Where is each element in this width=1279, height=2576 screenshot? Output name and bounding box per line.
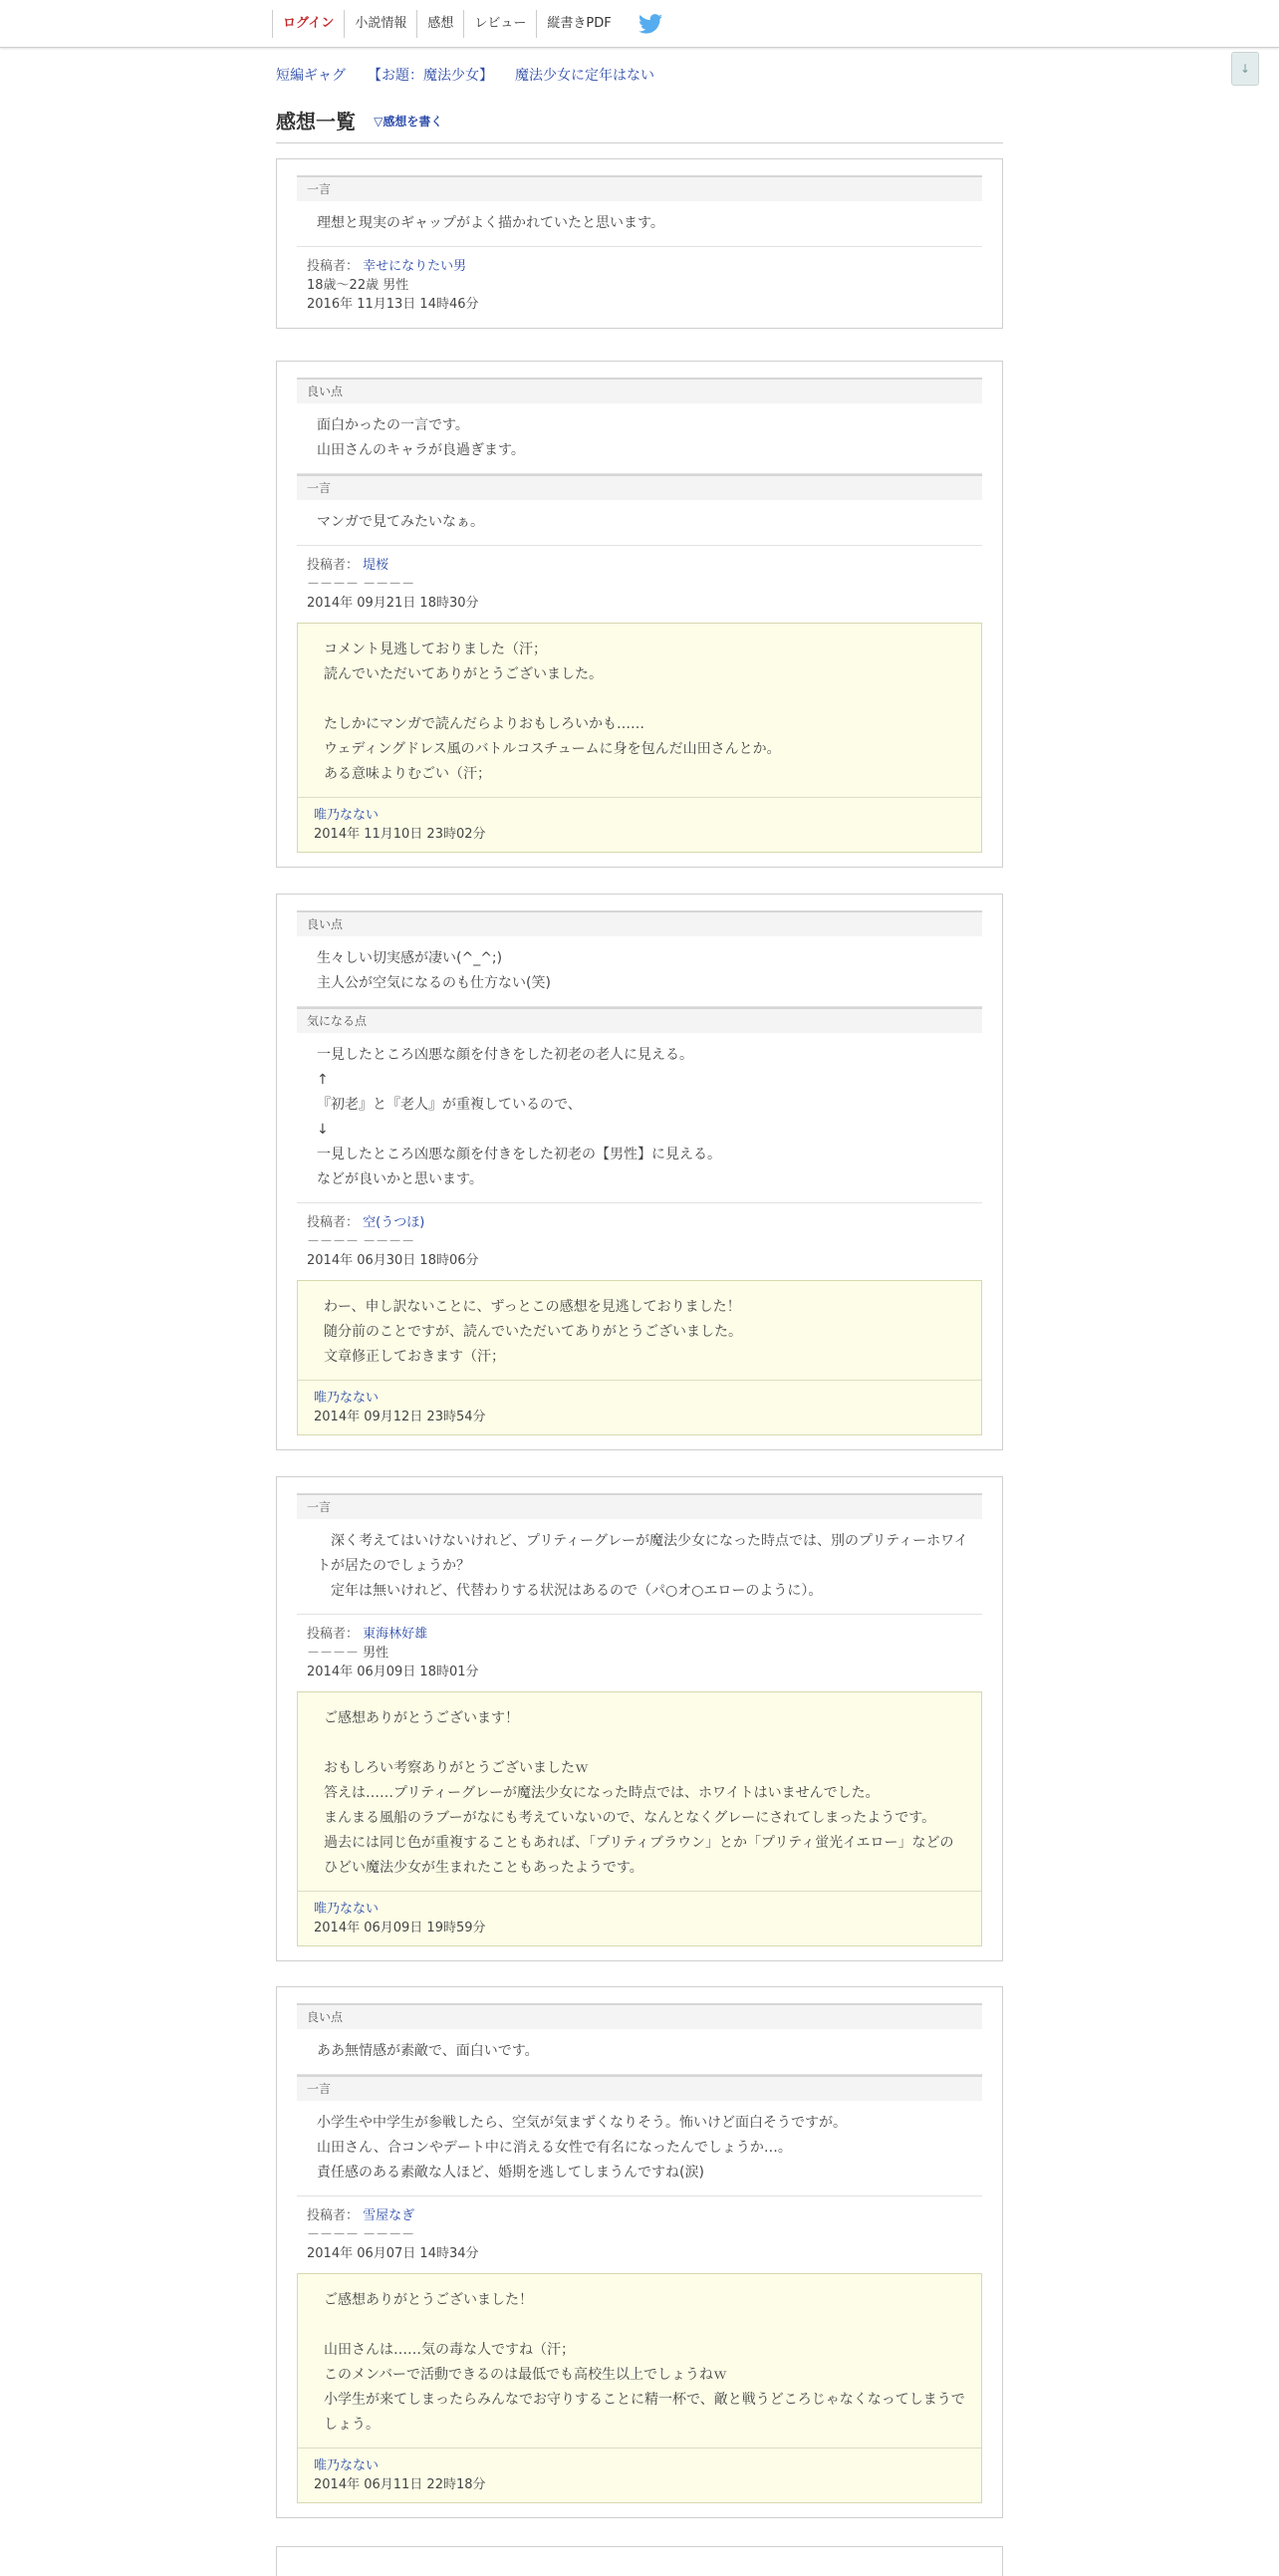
section-heading: 良い点 — [297, 2003, 982, 2029]
author-reply — [297, 1691, 982, 1946]
nav-novel-info[interactable]: 小説情報 — [344, 10, 416, 38]
post-date: 2016年 11月13日 14時46分 — [307, 297, 479, 312]
reply-meta — [298, 2448, 981, 2494]
section-body: 一見したところ凶悪な顔を付きをした初老の老人に見える。 ↑ 『初老』と『老人』が重複しているので、 ↓ 一見したところ凶悪な顔を付きをした初老の【男性】に見える。 などが良いかと思います。 — [297, 1033, 982, 1203]
breadcrumb-theme[interactable]: 【お題：魔法少女】 — [368, 68, 493, 84]
section-heading: 一言 — [297, 175, 982, 201]
review-card — [276, 361, 1003, 868]
reply-date: 2014年 06月09日 19時59分 — [314, 1921, 486, 1935]
poster-info — [297, 1615, 982, 1681]
section-body: ああ無情感が素敵で、面白いです。 — [297, 2029, 982, 2075]
breadcrumb — [276, 66, 654, 86]
poster-attributes: －－－－ －－－－ — [307, 2227, 415, 2242]
reply-date: 2014年 09月12日 23時54分 — [314, 1410, 486, 1424]
poster-info — [297, 1203, 982, 1270]
section-body: 小学生や中学生が参戦したら、空気が気まずくなりそう。怖いけど面白そうですが。 山田さん、合コンやデート中に消える女性で有名になったんでしょうか…。 責任感のある素敵な人ほど、婚期を逃してしまうんですね(涙) — [297, 2101, 982, 2196]
write-impression-link[interactable]: ▽感想を書く — [374, 115, 443, 129]
poster-attributes: －－－－ －－－－ — [307, 577, 415, 592]
page-header — [276, 108, 1003, 143]
review-card — [276, 894, 1003, 1450]
reply-meta — [298, 798, 981, 844]
top-nav — [272, 10, 622, 38]
section-heading: 良い点 — [297, 378, 982, 403]
section-body: 生々しい切実感が凄い(^_^;) 主人公が空気になるのも仕方ない(笑) — [297, 936, 982, 1007]
poster-info — [297, 247, 982, 314]
poster-name-link[interactable]: 幸せになりたい男 — [363, 259, 467, 274]
section-body: 面白かったの一言です。 山田さんのキャラが良過ぎます。 — [297, 403, 982, 474]
review-card — [276, 1476, 1003, 1961]
breadcrumb-genre[interactable]: 短編ギャグ — [276, 68, 346, 84]
nav-vertical-pdf[interactable]: 縦書きPDF — [536, 10, 621, 38]
poster-name-link[interactable]: 雪屋なぎ — [363, 2208, 415, 2223]
reply-body: コメント見逃しておりました（汗； 読んでいただいてありがとうございました。 たしかにマンガで読んだらよりおもしろいかも…… ウェディングドレス風のバトルコスチュームに身を包んだ山田さんとか。 ある意味よりむごい（汗； — [298, 638, 981, 798]
reply-author-link[interactable]: 唯乃なない — [314, 1902, 380, 1917]
poster-attributes: 18歳～22歳 男性 — [307, 278, 409, 293]
poster-label: 投稿者： — [307, 2208, 360, 2223]
author-reply — [297, 623, 982, 853]
reply-date: 2014年 06月11日 22時18分 — [314, 2477, 486, 2492]
poster-name-link[interactable]: 堤桜 — [363, 558, 389, 573]
nav-review[interactable]: レビュー — [463, 10, 536, 38]
review-card — [276, 1986, 1003, 2518]
section-heading: 気になる点 — [297, 1007, 982, 1033]
twitter-bird-icon[interactable] — [638, 14, 663, 34]
author-reply — [297, 1280, 982, 1435]
section-body: 理想と現実のギャップがよく描かれていたと思います。 — [297, 201, 982, 247]
poster-label: 投稿者： — [307, 259, 360, 274]
section-body: マンガで見てみたいなぁ。 — [297, 500, 982, 546]
poster-label: 投稿者： — [307, 558, 360, 573]
reply-author-link[interactable]: 唯乃なない — [314, 2458, 380, 2473]
author-reply — [297, 2273, 982, 2503]
poster-info — [297, 2196, 982, 2263]
reply-body: ご感想ありがとうございます！ おもしろい考察ありがとうございましたｗ 答えは……プリティーグレーが魔法少女になった時点では、ホワイトはいませんでした。 まんまる風船のラブーがなにも考えていないので、なんとなくグレーにされてしまったようです。 過去には同じ色が重複することもあれば、「プリティブラウン」とか「プリティ蛍光イエロー」などのひどい魔法少女が生まれたこともあったようです。 — [298, 1706, 981, 1892]
section-heading: 良い点 — [297, 910, 982, 936]
review-card — [276, 158, 1003, 329]
reply-date: 2014年 11月10日 23時02分 — [314, 827, 486, 842]
reply-meta — [298, 1892, 981, 1937]
post-date: 2014年 06月30日 18時06分 — [307, 1253, 479, 1268]
poster-attributes: －－－－ －－－－ — [307, 1234, 415, 1249]
scroll-down-tab[interactable]: ↓ — [1231, 52, 1259, 86]
poster-label: 投稿者： — [307, 1627, 360, 1642]
poster-name-link[interactable]: 東海林好雄 — [363, 1627, 428, 1642]
review-card-partial — [276, 2546, 1003, 2576]
nav-impressions[interactable]: 感想 — [416, 10, 463, 38]
poster-info — [297, 546, 982, 613]
reply-meta — [298, 1381, 981, 1426]
page-title: 感想一覧 — [276, 110, 356, 133]
top-bar — [0, 0, 1279, 48]
reply-body: ご感想ありがとうございました！ 山田さんは……気の毒な人ですね（汗； このメンバーで活動できるのは最低でも高校生以上でしょうねｗ 小学生が来てしまったらみんなでお守りすることに精一杯で、敵と戦うどころじゃなくなってしまうでしょう。 — [298, 2288, 981, 2448]
section-body: 深く考えてはいけないけれど、プリティーグレーが魔法少女になった時点では、別のプリティーホワイトが居たのでしょうか？ 定年は無いけれど、代替わりする状況はあるので（パ○オ○エローのように）。 — [297, 1519, 982, 1615]
section-heading: 一言 — [297, 474, 982, 500]
section-heading: 一言 — [297, 2075, 982, 2101]
breadcrumb-title[interactable]: 魔法少女に定年はない — [515, 68, 654, 84]
poster-attributes: －－－－ 男性 — [307, 1646, 389, 1661]
reply-body: わー、申し訳ないことに、ずっとこの感想を見逃しておりました！ 随分前のことですが、読んでいただいてありがとうございました。 文章修正しておきます（汗； — [298, 1295, 981, 1381]
reply-author-link[interactable]: 唯乃なない — [314, 1391, 380, 1406]
post-date: 2014年 06月09日 18時01分 — [307, 1665, 479, 1679]
post-date: 2014年 06月07日 14時34分 — [307, 2246, 479, 2261]
poster-label: 投稿者： — [307, 1215, 360, 1230]
section-heading: 一言 — [297, 1493, 982, 1519]
nav-login[interactable]: ログイン — [272, 10, 344, 38]
post-date: 2014年 09月21日 18時30分 — [307, 596, 479, 611]
poster-name-link[interactable]: 空(うつほ) — [363, 1215, 425, 1230]
reply-author-link[interactable]: 唯乃なない — [314, 808, 380, 823]
